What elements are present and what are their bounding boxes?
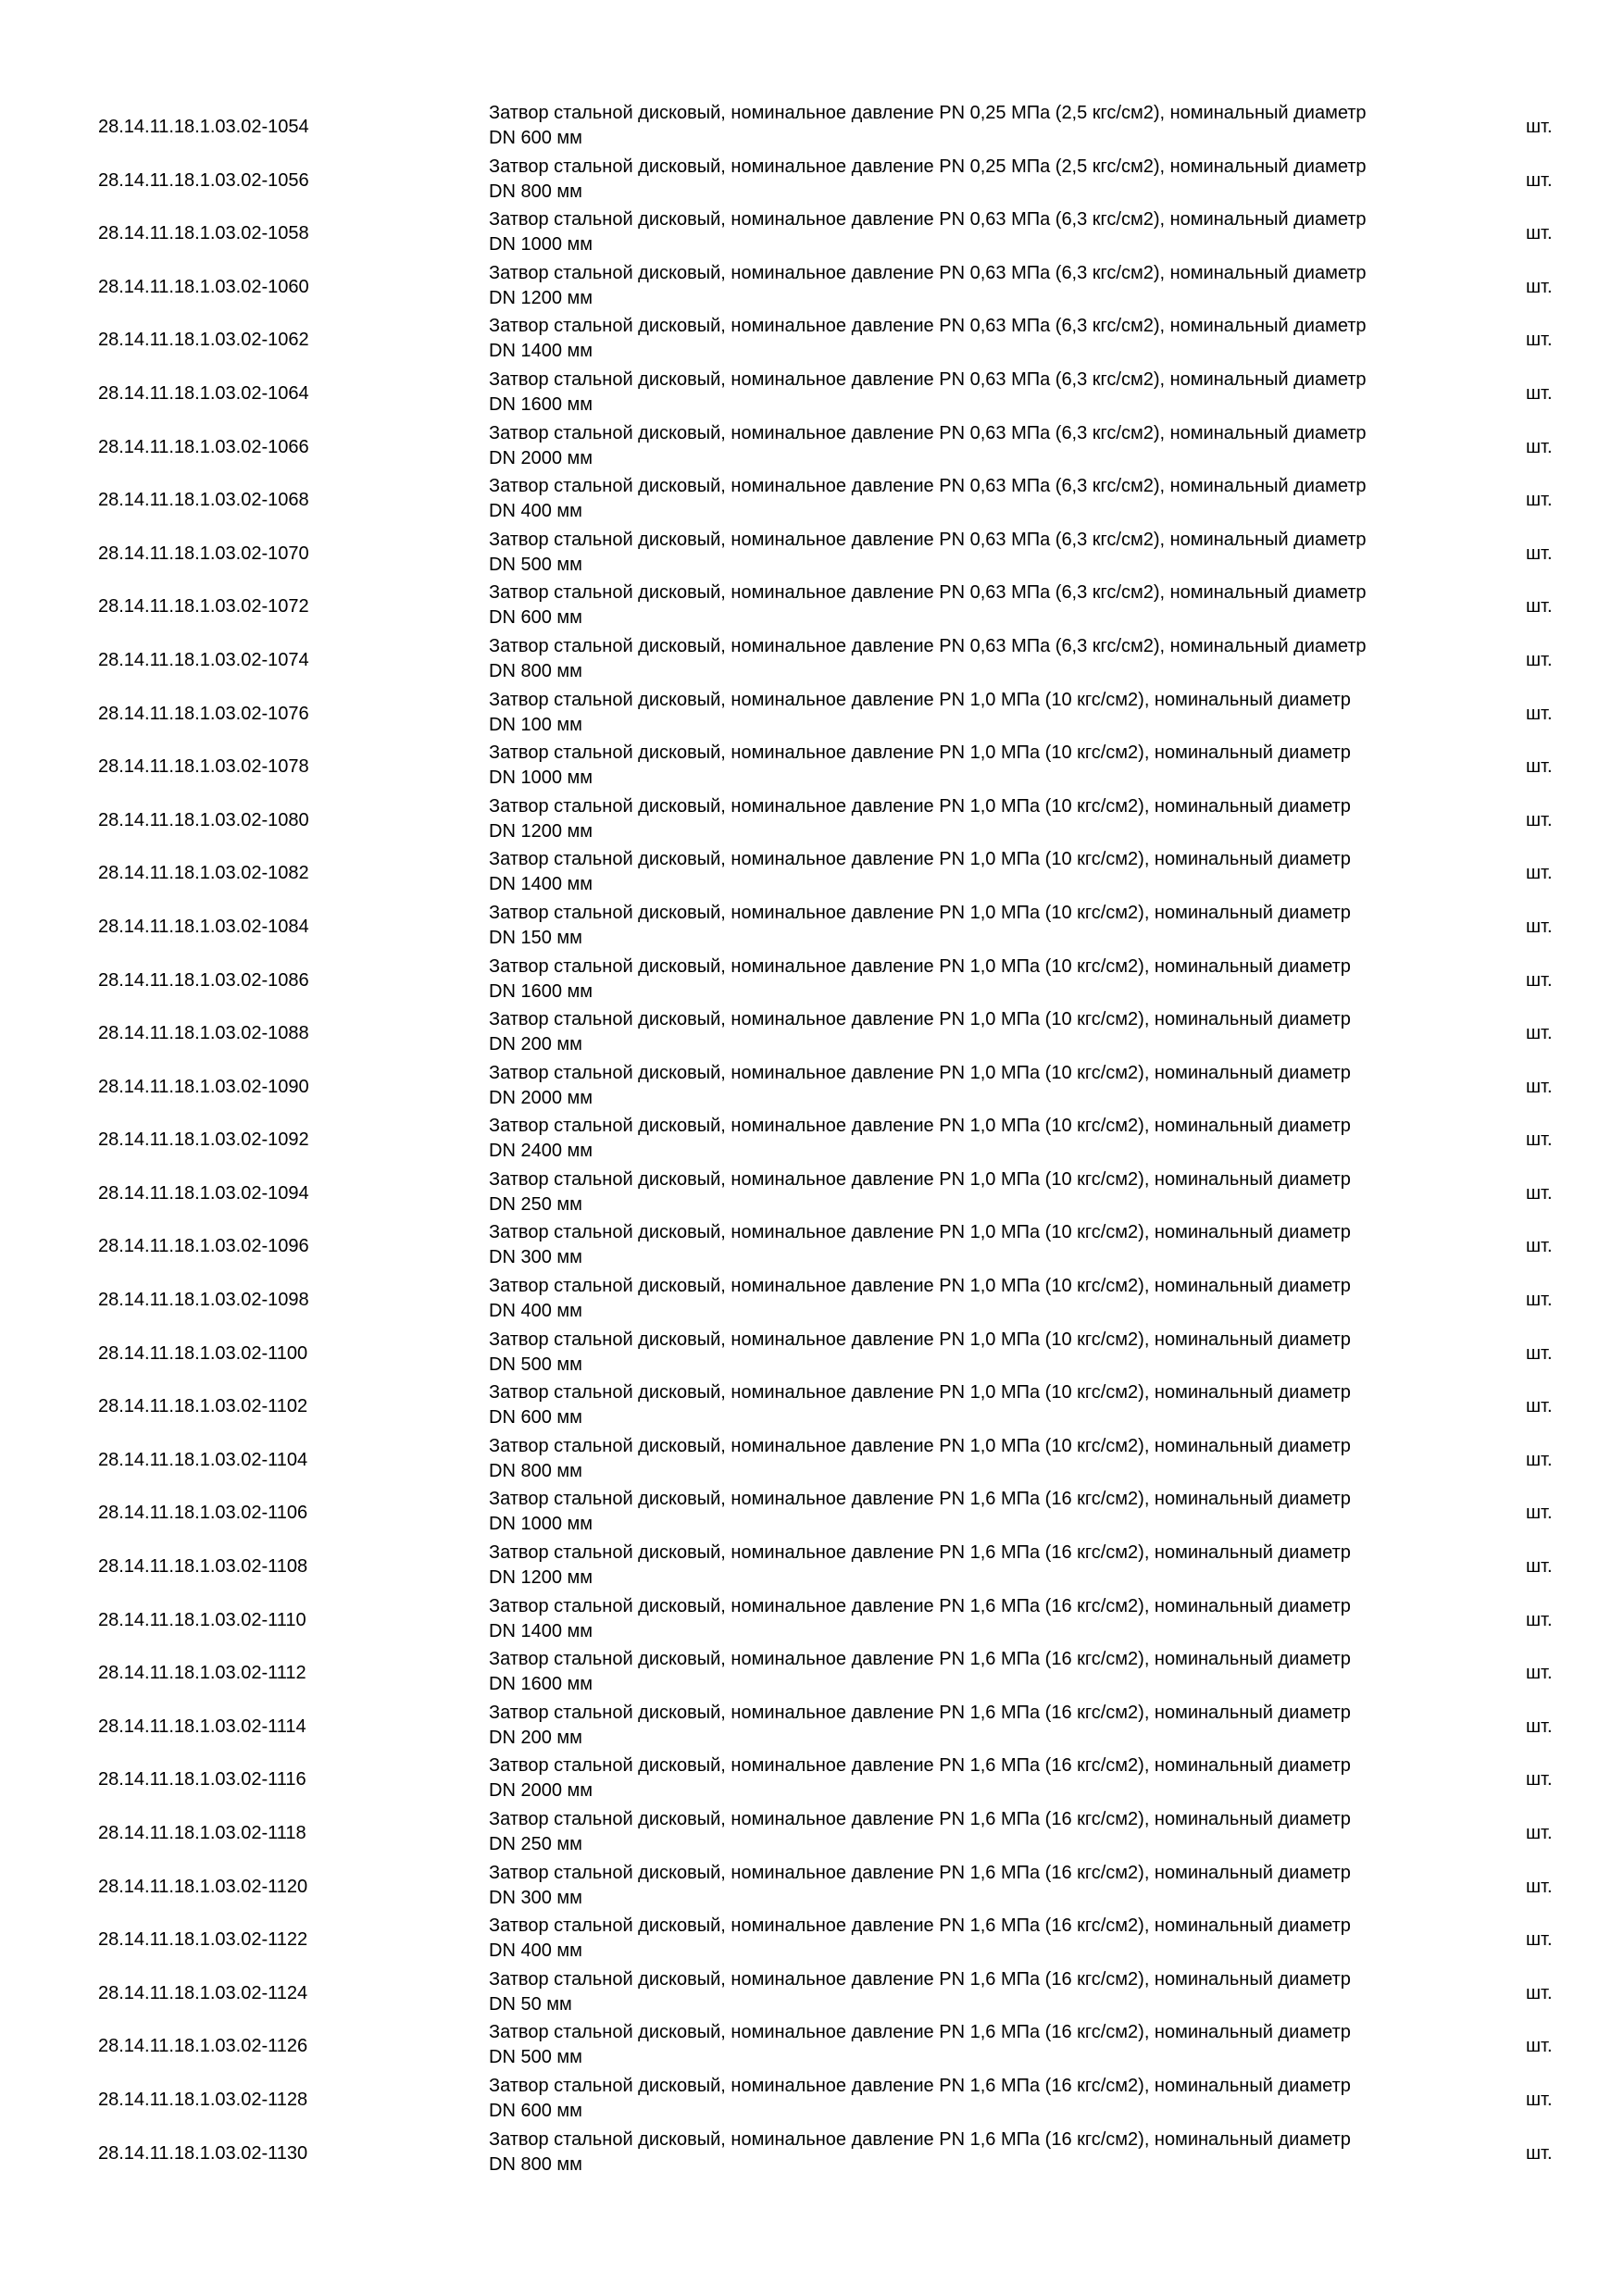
description-line-1: Затвор стальной дисковый, номинальное давление PN 1,6 МПа (16 кгс/см2), номинальный диаметр — [489, 2022, 1351, 2043]
description-line-1: Затвор стальной дисковый, номинальное давление PN 1,0 МПа (10 кгс/см2), номинальный диаметр — [489, 1168, 1351, 1190]
description-line-2: DN 1600 мм — [489, 980, 593, 1002]
resource-code: 28.14.11.18.1.03.02-1084 — [98, 916, 309, 937]
resource-description — [489, 955, 1452, 1004]
table-row — [0, 1860, 1624, 1914]
description-line-2: DN 400 мм — [489, 501, 582, 522]
unit-of-measure: шт. — [1526, 1290, 1553, 1311]
table-row — [0, 473, 1624, 527]
description-line-1: Затвор стальной дисковый, номинальное давление PN 1,0 МПа (10 кгс/см2), номинальный диаметр — [489, 1009, 1351, 1030]
unit-of-measure: шт. — [1526, 169, 1553, 191]
table-row — [0, 1593, 1624, 1647]
description-line-1: Затвор стальной дисковый, номинальное давление PN 1,0 МПа (10 кгс/см2), номинальный диаметр — [489, 689, 1351, 710]
description-line-1: Затвор стальной дисковый, номинальное давление PN 1,6 МПа (16 кгс/см2), номинальный диаметр — [489, 1809, 1351, 1829]
description-line-2: DN 1400 мм — [489, 341, 593, 362]
resource-code: 28.14.11.18.1.03.02-1104 — [98, 1449, 308, 1470]
description-line-1: Затвор стальной дисковый, номинальное давление PN 1,0 МПа (10 кгс/см2), номинальный диаметр — [489, 742, 1351, 764]
unit-of-measure: шт. — [1526, 1129, 1553, 1151]
resource-description — [489, 1861, 1452, 1911]
unit-of-measure: шт. — [1526, 1396, 1553, 1417]
unit-of-measure: шт. — [1526, 436, 1553, 457]
description-line-2: DN 400 мм — [489, 1301, 582, 1322]
unit-of-measure: шт. — [1526, 2142, 1553, 2164]
description-line-1: Затвор стальной дисковый, номинальное давление PN 0,63 МПа (6,3 кгс/см2), номинальный диаметр — [489, 209, 1367, 231]
resource-code: 28.14.11.18.1.03.02-1122 — [98, 1929, 308, 1951]
resource-code: 28.14.11.18.1.03.02-1088 — [98, 1023, 309, 1044]
resource-description — [489, 1647, 1452, 1697]
table-row — [0, 206, 1624, 260]
description-line-2: DN 800 мм — [489, 660, 582, 681]
unit-of-measure: шт. — [1526, 223, 1553, 244]
description-line-1: Затвор стальной дисковый, номинальное давление PN 1,0 МПа (10 кгс/см2), номинальный диаметр — [489, 795, 1351, 817]
resource-description — [489, 634, 1452, 684]
description-line-1: Затвор стальной дисковый, номинальное давление PN 1,0 МПа (10 кгс/см2), номинальный диаметр — [489, 1329, 1351, 1350]
unit-of-measure: шт. — [1526, 1556, 1553, 1578]
resource-code: 28.14.11.18.1.03.02-1110 — [98, 1609, 306, 1630]
unit-of-measure: шт. — [1526, 1716, 1553, 1737]
unit-of-measure: шт. — [1526, 863, 1553, 884]
resource-description — [489, 847, 1452, 897]
unit-of-measure: шт. — [1526, 649, 1553, 670]
unit-of-measure: шт. — [1526, 1236, 1553, 1257]
description-line-2: DN 1200 мм — [489, 820, 593, 842]
description-line-2: DN 2000 мм — [489, 1780, 593, 1802]
resource-code: 28.14.11.18.1.03.02-1092 — [98, 1129, 309, 1151]
description-line-2: DN 1600 мм — [489, 1674, 593, 1695]
description-line-1: Затвор стальной дисковый, номинальное давление PN 1,0 МПа (10 кгс/см2), номинальный диаметр — [489, 1276, 1351, 1297]
description-line-1: Затвор стальной дисковый, номинальное давление PN 1,6 МПа (16 кгс/см2), номинальный диаметр — [489, 1489, 1351, 1510]
resource-code: 28.14.11.18.1.03.02-1102 — [98, 1396, 308, 1417]
resource-description — [489, 794, 1452, 844]
resource-description — [489, 314, 1452, 364]
description-line-2: DN 2000 мм — [489, 1087, 593, 1108]
table-row — [0, 687, 1624, 741]
unit-of-measure: шт. — [1526, 276, 1553, 297]
resource-code: 28.14.11.18.1.03.02-1130 — [98, 2142, 308, 2164]
description-line-2: DN 2400 мм — [489, 1141, 593, 1162]
description-line-1: Затвор стальной дисковый, номинальное давление PN 1,6 МПа (16 кгс/см2), номинальный диаметр — [489, 2128, 1351, 2150]
description-line-1: Затвор стальной дисковый, номинальное давление PN 1,0 МПа (10 кгс/см2), номинальный диаметр — [489, 1062, 1351, 1083]
description-line-1: Затвор стальной дисковый, номинальное давление PN 1,6 МПа (16 кгс/см2), номинальный диаметр — [489, 2075, 1351, 2096]
table-row — [0, 1806, 1624, 1860]
resource-description — [489, 1167, 1452, 1217]
description-line-1: Затвор стальной дисковый, номинальное давление PN 1,0 МПа (10 кгс/см2), номинальный диаметр — [489, 1382, 1351, 1404]
unit-of-measure: шт. — [1526, 1663, 1553, 1684]
resource-description — [489, 580, 1452, 630]
description-line-2: DN 1400 мм — [489, 1620, 593, 1641]
description-line-1: Затвор стальной дисковый, номинальное давление PN 1,6 МПа (16 кгс/см2), номинальный диаметр — [489, 1702, 1351, 1723]
description-line-2: DN 600 мм — [489, 607, 582, 629]
table-row — [0, 154, 1624, 207]
resource-description — [489, 901, 1452, 951]
unit-of-measure: шт. — [1526, 1023, 1553, 1044]
unit-of-measure: шт. — [1526, 1076, 1553, 1097]
resource-code: 28.14.11.18.1.03.02-1098 — [98, 1290, 309, 1311]
table-row — [0, 846, 1624, 900]
resource-code: 28.14.11.18.1.03.02-1086 — [98, 969, 309, 991]
description-line-1: Затвор стальной дисковый, номинальное давление PN 1,0 МПа (10 кгс/см2), номинальный диаметр — [489, 849, 1351, 870]
description-line-2: DN 400 мм — [489, 1940, 582, 1962]
price-list-table — [0, 100, 1624, 2179]
resource-description — [489, 474, 1452, 524]
resource-code: 28.14.11.18.1.03.02-1056 — [98, 169, 309, 191]
unit-of-measure: шт. — [1526, 490, 1553, 511]
unit-of-measure: шт. — [1526, 969, 1553, 991]
table-row — [0, 1700, 1624, 1753]
resource-description — [489, 1807, 1452, 1857]
resource-description — [489, 1487, 1452, 1537]
description-line-1: Затвор стальной дисковый, номинальное давление PN 1,6 МПа (16 кгс/см2), номинальный диаметр — [489, 1649, 1351, 1670]
description-line-2: DN 1000 мм — [489, 234, 593, 256]
resource-code: 28.14.11.18.1.03.02-1112 — [98, 1663, 306, 1684]
resource-code: 28.14.11.18.1.03.02-1072 — [98, 596, 309, 618]
description-line-1: Затвор стальной дисковый, номинальное давление PN 1,6 МПа (16 кгс/см2), номинальный диаметр — [489, 1542, 1351, 1564]
table-row — [0, 1966, 1624, 2020]
resource-code: 28.14.11.18.1.03.02-1100 — [98, 1342, 308, 1364]
resource-description — [489, 421, 1452, 471]
unit-of-measure: шт. — [1526, 117, 1553, 137]
resource-code: 28.14.11.18.1.03.02-1058 — [98, 223, 309, 244]
table-row — [0, 580, 1624, 633]
resource-description — [489, 261, 1452, 311]
description-line-2: DN 100 мм — [489, 714, 582, 735]
resource-code: 28.14.11.18.1.03.02-1120 — [98, 1876, 308, 1897]
description-line-2: DN 2000 мм — [489, 447, 593, 468]
resource-description — [489, 1914, 1452, 1964]
description-line-1: Затвор стальной дисковый, номинальное давление PN 1,6 МПа (16 кгс/см2), номинальный диаметр — [489, 1595, 1351, 1616]
description-line-1: Затвор стальной дисковый, номинальное давление PN 1,6 МПа (16 кгс/см2), номинальный диаметр — [489, 1755, 1351, 1777]
description-line-1: Затвор стальной дисковый, номинальное давление PN 1,0 МПа (10 кгс/см2), номинальный диаметр — [489, 955, 1351, 977]
resource-description — [489, 2074, 1452, 2124]
table-row — [0, 1486, 1624, 1540]
description-line-2: DN 1200 мм — [489, 1567, 593, 1589]
description-line-2: DN 600 мм — [489, 2100, 582, 2121]
table-row — [0, 633, 1624, 687]
description-line-2: DN 200 мм — [489, 1034, 582, 1055]
resource-description — [489, 2020, 1452, 2070]
table-row — [0, 1273, 1624, 1327]
table-row — [0, 1060, 1624, 1114]
description-line-2: DN 1200 мм — [489, 287, 593, 308]
description-line-1: Затвор стальной дисковый, номинальное давление PN 1,0 МПа (10 кгс/см2), номинальный диаметр — [489, 1222, 1351, 1243]
table-row — [0, 527, 1624, 580]
unit-of-measure: шт. — [1526, 543, 1553, 564]
resource-description — [489, 1753, 1452, 1803]
description-line-1: Затвор стальной дисковый, номинальное давление PN 1,0 МПа (10 кгс/см2), номинальный диаметр — [489, 1435, 1351, 1456]
resource-description — [489, 688, 1452, 738]
description-line-2: DN 300 мм — [489, 1247, 582, 1268]
unit-of-measure: шт. — [1526, 1503, 1553, 1524]
description-line-1: Затвор стальной дисковый, номинальное давление PN 0,25 МПа (2,5 кгс/см2), номинальный диаметр — [489, 103, 1367, 123]
resource-code: 28.14.11.18.1.03.02-1090 — [98, 1076, 309, 1097]
table-row — [0, 793, 1624, 847]
unit-of-measure: шт. — [1526, 596, 1553, 618]
resource-code: 28.14.11.18.1.03.02-1116 — [98, 1769, 306, 1791]
resource-description — [489, 1328, 1452, 1378]
resource-description — [489, 207, 1452, 257]
unit-of-measure: шт. — [1526, 330, 1553, 351]
resource-code: 28.14.11.18.1.03.02-1096 — [98, 1236, 309, 1257]
description-line-2: DN 800 мм — [489, 2153, 582, 2175]
resource-description — [489, 155, 1452, 205]
unit-of-measure: шт. — [1526, 756, 1553, 778]
table-row — [0, 1753, 1624, 1806]
resource-description — [489, 528, 1452, 578]
description-line-1: Затвор стальной дисковый, номинальное давление PN 1,0 МПа (10 кгс/см2), номинальный диаметр — [489, 1116, 1351, 1137]
table-row — [0, 1113, 1624, 1167]
description-line-2: DN 200 мм — [489, 1727, 582, 1748]
table-row — [0, 1913, 1624, 1966]
description-line-2: DN 300 мм — [489, 1887, 582, 1908]
resource-code: 28.14.11.18.1.03.02-1082 — [98, 863, 309, 884]
resource-code: 28.14.11.18.1.03.02-1060 — [98, 276, 309, 297]
resource-description — [489, 101, 1452, 151]
resource-description — [489, 1701, 1452, 1751]
table-row — [0, 1219, 1624, 1273]
description-line-1: Затвор стальной дисковый, номинальное давление PN 1,6 МПа (16 кгс/см2), номинальный диаметр — [489, 1915, 1351, 1937]
resource-code: 28.14.11.18.1.03.02-1054 — [98, 117, 309, 137]
resource-description — [489, 741, 1452, 791]
description-line-2: DN 1400 мм — [489, 874, 593, 895]
resource-code: 28.14.11.18.1.03.02-1064 — [98, 382, 309, 404]
description-line-2: DN 1600 мм — [489, 393, 593, 415]
resource-description — [489, 1541, 1452, 1591]
unit-of-measure: шт. — [1526, 703, 1553, 724]
table-row — [0, 1167, 1624, 1220]
resource-code: 28.14.11.18.1.03.02-1128 — [98, 2089, 308, 2110]
unit-of-measure: шт. — [1526, 2036, 1553, 2057]
description-line-1: Затвор стальной дисковый, номинальное давление PN 0,63 МПа (6,3 кгс/см2), номинальный диаметр — [489, 635, 1367, 656]
description-line-2: DN 600 мм — [489, 1407, 582, 1429]
description-line-2: DN 600 мм — [489, 128, 582, 148]
table-row — [0, 100, 1624, 154]
resource-code: 28.14.11.18.1.03.02-1076 — [98, 703, 309, 724]
resource-code: 28.14.11.18.1.03.02-1062 — [98, 330, 309, 351]
resource-code: 28.14.11.18.1.03.02-1126 — [98, 2036, 308, 2057]
description-line-1: Затвор стальной дисковый, номинальное давление PN 1,6 МПа (16 кгс/см2), номинальный диаметр — [489, 1862, 1351, 1883]
resource-code: 28.14.11.18.1.03.02-1118 — [98, 1823, 306, 1843]
resource-description — [489, 1594, 1452, 1644]
description-line-1: Затвор стальной дисковый, номинальное давление PN 1,0 МПа (10 кгс/см2), номинальный диаметр — [489, 902, 1351, 923]
table-row — [0, 260, 1624, 314]
table-row — [0, 900, 1624, 954]
unit-of-measure: шт. — [1526, 1609, 1553, 1630]
table-row — [0, 1540, 1624, 1593]
description-line-2: DN 250 мм — [489, 1834, 582, 1854]
table-row — [0, 1327, 1624, 1380]
unit-of-measure: шт. — [1526, 1449, 1553, 1470]
table-row — [0, 1433, 1624, 1487]
table-row — [0, 954, 1624, 1007]
description-line-1: Затвор стальной дисковый, номинальное давление PN 0,25 МПа (2,5 кгс/см2), номинальный диаметр — [489, 156, 1367, 177]
description-line-1: Затвор стальной дисковый, номинальное давление PN 0,63 МПа (6,3 кгс/см2), номинальный диаметр — [489, 582, 1367, 604]
description-line-1: Затвор стальной дисковый, номинальное давление PN 0,63 МПа (6,3 кгс/см2), номинальный диаметр — [489, 262, 1367, 283]
unit-of-measure: шт. — [1526, 382, 1553, 404]
resource-description — [489, 1114, 1452, 1164]
resource-code: 28.14.11.18.1.03.02-1124 — [98, 1982, 308, 2003]
unit-of-measure: шт. — [1526, 1876, 1553, 1897]
unit-of-measure: шт. — [1526, 2089, 1553, 2110]
resource-description — [489, 368, 1452, 418]
table-row — [0, 1646, 1624, 1700]
resource-description — [489, 1274, 1452, 1324]
resource-description — [489, 1061, 1452, 1111]
description-line-1: Затвор стальной дисковый, номинальное давление PN 0,63 МПа (6,3 кгс/см2), номинальный диаметр — [489, 368, 1367, 390]
description-line-1: Затвор стальной дисковый, номинальное давление PN 1,6 МПа (16 кгс/см2), номинальный диаметр — [489, 1968, 1351, 1990]
resource-description — [489, 1380, 1452, 1430]
resource-code: 28.14.11.18.1.03.02-1106 — [98, 1503, 308, 1524]
resource-description — [489, 1220, 1452, 1270]
table-row — [0, 1379, 1624, 1433]
table-row — [0, 2073, 1624, 2127]
unit-of-measure: шт. — [1526, 1342, 1553, 1364]
description-line-1: Затвор стальной дисковый, номинальное давление PN 0,63 МПа (6,3 кгс/см2), номинальный диаметр — [489, 316, 1367, 337]
table-row — [0, 2019, 1624, 2073]
resource-code: 28.14.11.18.1.03.02-1066 — [98, 436, 309, 457]
resource-code: 28.14.11.18.1.03.02-1094 — [98, 1182, 309, 1204]
resource-code: 28.14.11.18.1.03.02-1078 — [98, 756, 309, 778]
unit-of-measure: шт. — [1526, 916, 1553, 937]
description-line-2: DN 1000 мм — [489, 767, 593, 789]
description-line-1: Затвор стальной дисковый, номинальное давление PN 0,63 МПа (6,3 кгс/см2), номинальный диаметр — [489, 476, 1367, 497]
description-line-2: DN 250 мм — [489, 1193, 582, 1215]
description-line-2: DN 500 мм — [489, 1354, 582, 1375]
table-row — [0, 420, 1624, 474]
resource-description — [489, 1434, 1452, 1484]
resource-description — [489, 1967, 1452, 2017]
resource-description — [489, 2128, 1452, 2177]
description-line-1: Затвор стальной дисковый, номинальное давление PN 0,63 МПа (6,3 кгс/см2), номинальный диаметр — [489, 529, 1367, 550]
resource-code: 28.14.11.18.1.03.02-1074 — [98, 649, 309, 670]
unit-of-measure: шт. — [1526, 1929, 1553, 1951]
resource-code: 28.14.11.18.1.03.02-1070 — [98, 543, 309, 564]
description-line-2: DN 800 мм — [489, 1460, 582, 1481]
resource-code: 28.14.11.18.1.03.02-1080 — [98, 809, 309, 830]
table-row — [0, 740, 1624, 793]
description-line-1: Затвор стальной дисковый, номинальное давление PN 0,63 МПа (6,3 кгс/см2), номинальный диаметр — [489, 422, 1367, 443]
description-line-2: DN 500 мм — [489, 554, 582, 575]
description-line-2: DN 50 мм — [489, 1993, 572, 2015]
resource-description — [489, 1007, 1452, 1057]
unit-of-measure: шт. — [1526, 1769, 1553, 1791]
resource-code: 28.14.11.18.1.03.02-1108 — [98, 1556, 308, 1578]
unit-of-measure: шт. — [1526, 1182, 1553, 1204]
table-row — [0, 1006, 1624, 1060]
table-row — [0, 2127, 1624, 2180]
table-row — [0, 313, 1624, 367]
resource-code: 28.14.11.18.1.03.02-1114 — [98, 1716, 306, 1737]
unit-of-measure: шт. — [1526, 1982, 1553, 2003]
description-line-2: DN 150 мм — [489, 927, 582, 948]
description-line-2: DN 1000 мм — [489, 1514, 593, 1535]
description-line-2: DN 500 мм — [489, 2047, 582, 2068]
resource-code: 28.14.11.18.1.03.02-1068 — [98, 490, 309, 511]
table-row — [0, 367, 1624, 420]
unit-of-measure: шт. — [1526, 1823, 1553, 1843]
description-line-2: DN 800 мм — [489, 181, 582, 202]
unit-of-measure: шт. — [1526, 809, 1553, 830]
